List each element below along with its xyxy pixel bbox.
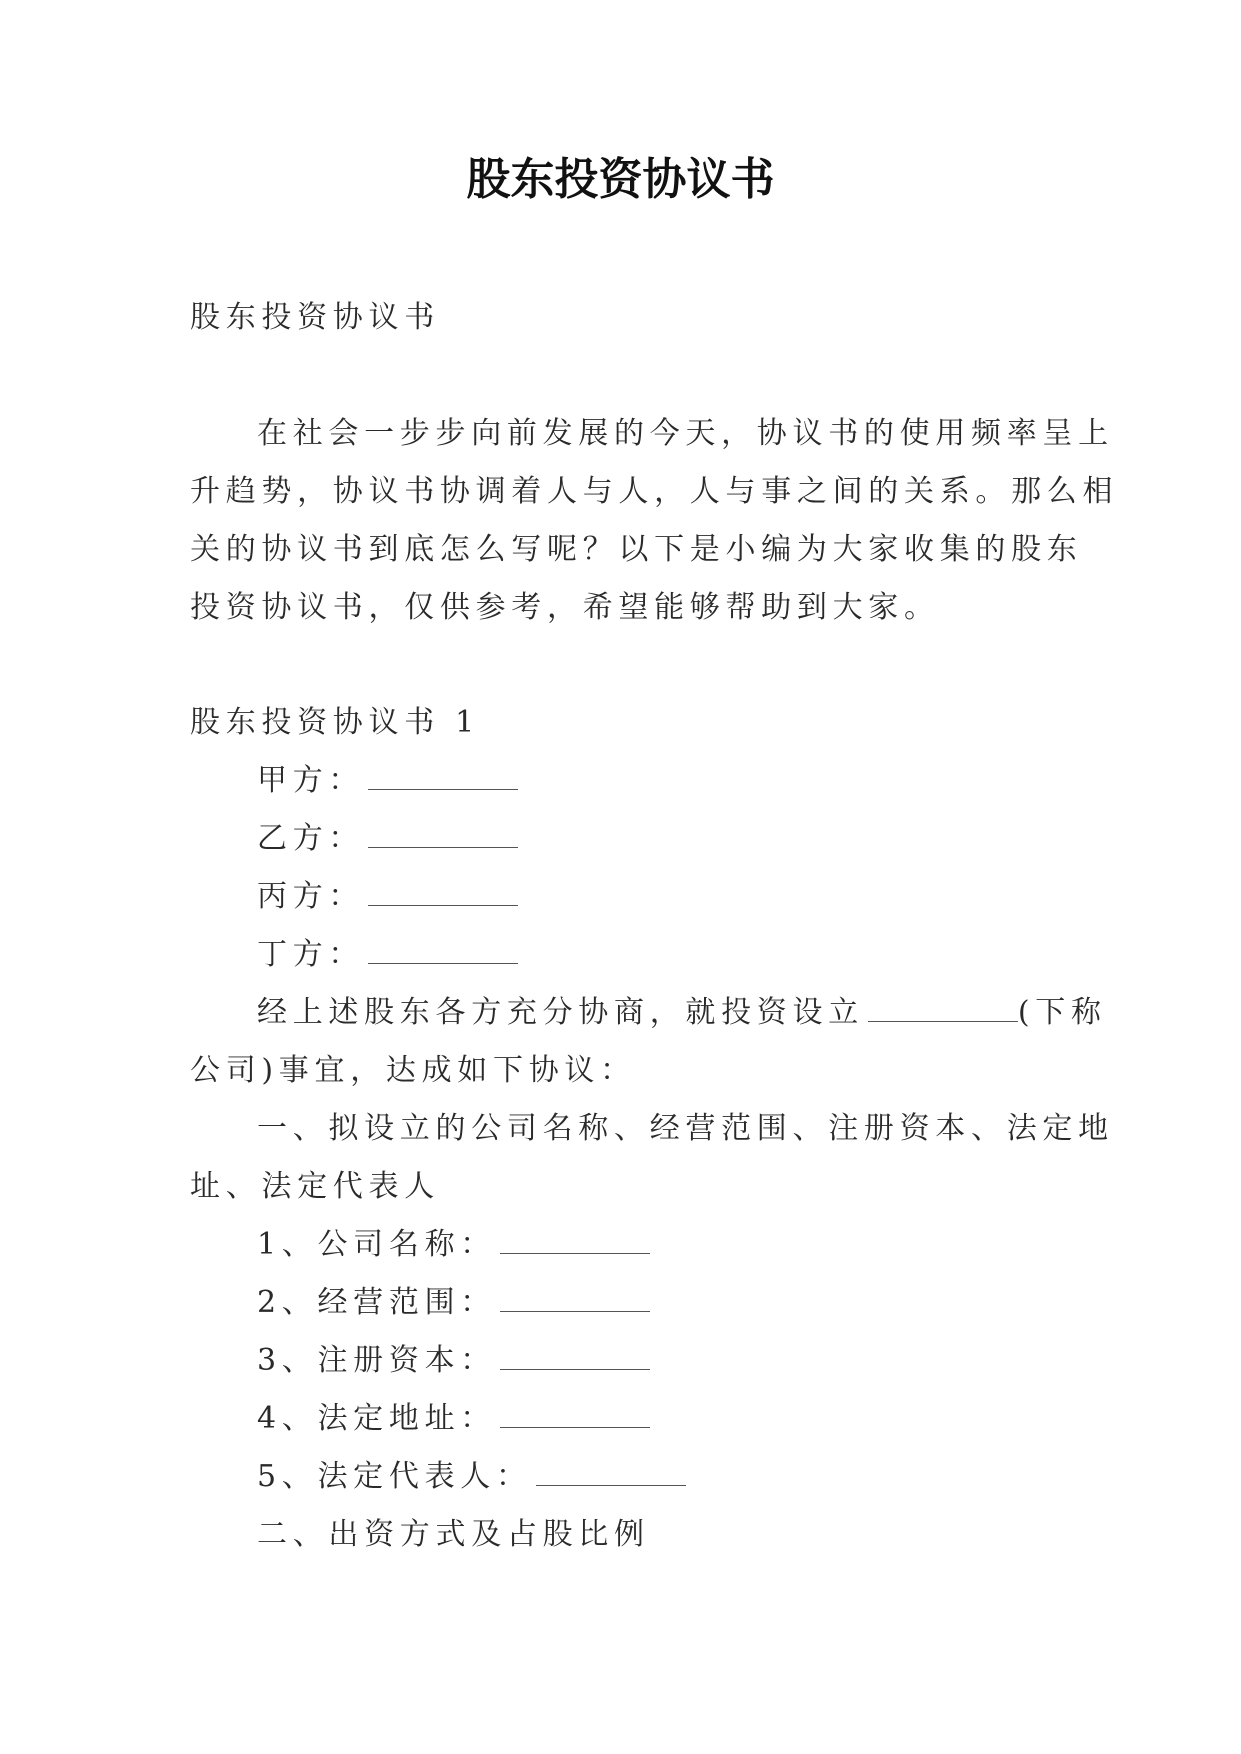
party-c-label: 丙方： <box>257 879 365 914</box>
party-c-blank <box>368 883 518 906</box>
clause-1-line-1: 一、拟设立的公司名称、经营范围、注册资本、法定地 <box>257 1111 1114 1146</box>
party-d-label: 丁方： <box>257 937 365 972</box>
party-b-blank <box>368 825 518 848</box>
party-b <box>257 817 518 861</box>
intro-line-2: 升趋势，协议书协调着人与人，人与事之间的关系。那么相 <box>190 474 1119 509</box>
item-legal-representative <box>257 1455 686 1499</box>
item-legal-address-blank <box>500 1405 650 1428</box>
item-company-name-label: 1、公司名称： <box>257 1227 496 1262</box>
intro-line-4: 投资协议书，仅供参考，希望能够帮助到大家。 <box>190 590 940 625</box>
clause-2-heading: 二、出资方式及占股比例 <box>257 1517 650 1552</box>
item-company-name <box>257 1223 650 1267</box>
item-legal-address-label: 4、法定地址： <box>257 1401 496 1436</box>
party-d-blank <box>368 941 518 964</box>
item-registered-capital-label: 3、注册资本： <box>257 1343 496 1378</box>
item-business-scope-blank <box>500 1289 650 1312</box>
party-d <box>257 933 518 977</box>
item-registered-capital <box>257 1339 650 1383</box>
section-heading: 股东投资协议书 1 <box>190 705 480 740</box>
document-title: 股东投资协议书 <box>466 154 775 205</box>
agreement-line-2: 公司)事宜，达成如下协议： <box>190 1053 636 1088</box>
agreement-line-1-before: 经上述股东各方充分协商，就投资设立 <box>257 995 864 1030</box>
item-company-name-blank <box>500 1231 650 1254</box>
item-business-scope <box>257 1281 650 1325</box>
party-a-blank <box>368 767 518 790</box>
item-registered-capital-blank <box>500 1347 650 1370</box>
party-c <box>257 875 518 919</box>
item-legal-address <box>257 1397 650 1441</box>
agreement-line-1-after: (下称 <box>1017 995 1107 1030</box>
clause-1-line-2: 址、法定代表人 <box>190 1169 440 1204</box>
intro-line-1: 在社会一步步向前发展的今天，协议书的使用频率呈上 <box>257 416 1114 451</box>
party-b-label: 乙方： <box>257 821 365 856</box>
party-a-label: 甲方： <box>257 763 365 798</box>
item-legal-representative-blank <box>536 1463 686 1486</box>
party-a <box>257 759 518 803</box>
item-business-scope-label: 2、经营范围： <box>257 1285 496 1320</box>
intro-line-3: 关的协议书到底怎么写呢？以下是小编为大家收集的股东 <box>190 532 1083 567</box>
agreement-line-1 <box>257 991 1107 1035</box>
subtitle: 股东投资协议书 <box>190 300 440 335</box>
company-name-blank <box>868 999 1018 1022</box>
item-legal-representative-label: 5、法定代表人： <box>257 1459 532 1494</box>
